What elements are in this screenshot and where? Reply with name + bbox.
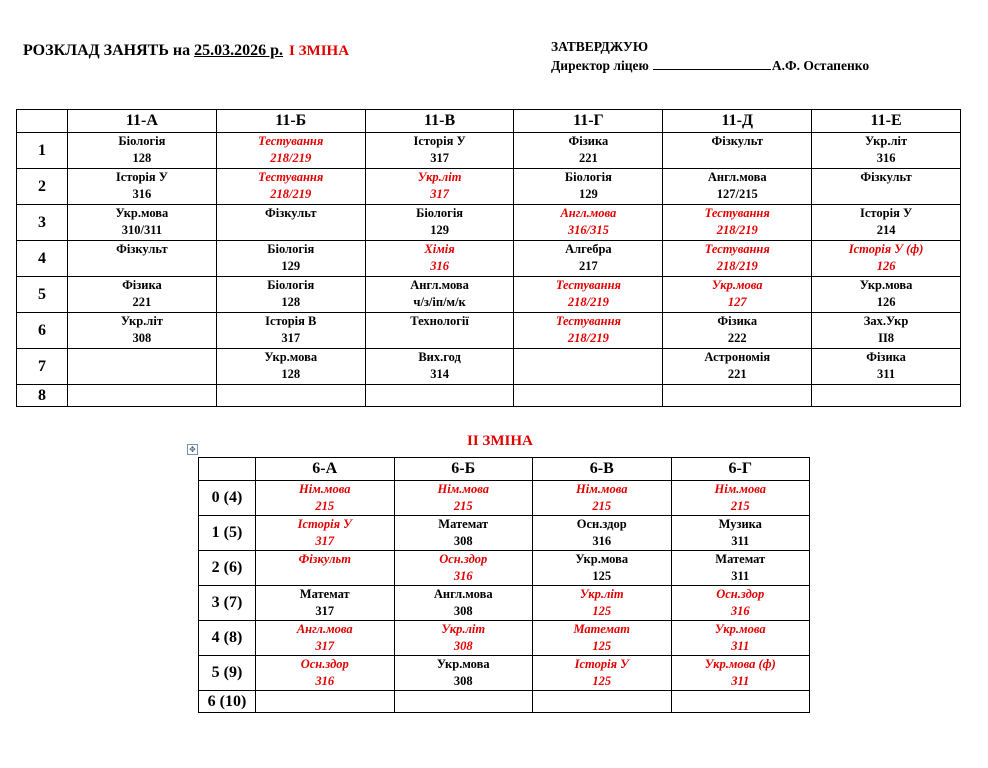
subject-name: Тестування (704, 242, 770, 256)
room-number: 316 (453, 569, 473, 583)
subject-name: Біологія (267, 242, 315, 256)
shift1-schedule-table (16, 109, 961, 407)
lesson-row (17, 169, 961, 205)
approval-block (551, 37, 869, 75)
room-number: 214 (876, 223, 896, 237)
lesson-cell (671, 691, 810, 713)
lesson-cell (394, 481, 533, 516)
lesson-row (17, 349, 961, 385)
room-number: 221 (727, 367, 747, 381)
lesson-cell (663, 133, 812, 169)
lesson-cell (663, 385, 812, 407)
room-number: 316 (132, 187, 152, 201)
room-number: 218/219 (567, 295, 609, 309)
room-number: 128 (132, 151, 152, 165)
subject-name: Фізкульт (860, 170, 912, 184)
lesson-number: 2 (17, 169, 68, 205)
room-number: 215 (315, 499, 335, 513)
lesson-cell (663, 205, 812, 241)
lesson-cell (365, 277, 514, 313)
lesson-cell (68, 349, 217, 385)
subject-name: Укр.мова (859, 278, 913, 292)
room-number: 316/315 (567, 223, 609, 237)
subject-name: Фізкульт (298, 552, 351, 566)
class-header: 11-В (365, 110, 514, 133)
room-number: 317 (315, 534, 335, 548)
room-number: 221 (579, 151, 598, 165)
lesson-cell (671, 481, 810, 516)
lesson-cell (533, 691, 672, 713)
lesson-cell (394, 551, 533, 586)
room-number: 308 (453, 604, 473, 618)
room-number: 311 (731, 534, 750, 548)
room-number: 125 (592, 569, 612, 583)
lesson-cell (812, 241, 961, 277)
lesson-cell (514, 205, 663, 241)
subject-name: Історія У (ф) (848, 242, 924, 256)
lesson-cell (256, 656, 395, 691)
room-number: 215 (730, 499, 750, 513)
lesson-row (17, 385, 961, 407)
subject-name: Історія У (297, 517, 352, 531)
class-header: 11-Е (812, 110, 961, 133)
subject-name: Хімія (424, 242, 455, 256)
room-number: 316 (592, 534, 612, 548)
subject-name: Історія У (115, 170, 168, 184)
subject-name: Укр.літ (441, 622, 486, 636)
subject-name: Англ.мова (410, 278, 469, 292)
lesson-cell (365, 385, 514, 407)
room-number: 127 (727, 295, 747, 309)
schedule-date: 25.03.2026 р. (194, 42, 284, 59)
approval-position: Директор ліцею (551, 58, 649, 73)
room-number: 217 (579, 259, 598, 273)
class-header: 11-Г (514, 110, 663, 133)
room-number: 316 (876, 151, 896, 165)
room-number: 308 (453, 639, 473, 653)
lesson-cell (671, 586, 810, 621)
lesson-cell (365, 133, 514, 169)
lesson-cell (812, 385, 961, 407)
subject-name: Тестування (258, 170, 324, 184)
subject-name: Математ (573, 622, 631, 636)
subject-name: Тестування (555, 278, 621, 292)
lesson-row (199, 551, 810, 586)
lesson-cell (68, 277, 217, 313)
subject-name: Алгебра (565, 242, 612, 256)
lesson-cell (812, 277, 961, 313)
room-number: 311 (731, 639, 750, 653)
lesson-row (17, 133, 961, 169)
room-number: 310/311 (121, 223, 163, 237)
class-header: 6-Б (394, 458, 533, 481)
lesson-cell (216, 313, 365, 349)
subject-name: Фізика (866, 350, 906, 364)
room-number: 126 (876, 295, 896, 309)
shift2-header-row (199, 458, 810, 481)
lesson-cell (365, 349, 514, 385)
class-header: 6-В (533, 458, 672, 481)
lesson-row (199, 691, 810, 713)
subject-name: Укр.мова (714, 622, 766, 636)
subject-name: Фізика (717, 314, 758, 328)
room-number: 127/215 (716, 187, 758, 201)
lesson-cell (533, 516, 672, 551)
lesson-number: 6 (10) (199, 691, 256, 713)
approval-signature-line (551, 56, 869, 75)
subject-name: Математ (438, 517, 489, 531)
lesson-cell (663, 277, 812, 313)
lesson-cell (216, 133, 365, 169)
subject-name: Біологія (416, 206, 464, 220)
class-header: 11-А (68, 110, 217, 133)
class-header: 11-Д (663, 110, 812, 133)
lesson-cell (256, 551, 395, 586)
lesson-number: 6 (17, 313, 68, 349)
lesson-cell (394, 656, 533, 691)
lesson-cell (533, 551, 672, 586)
lesson-number: 4 (8) (199, 621, 256, 656)
lesson-cell (394, 691, 533, 713)
class-header: 6-Г (671, 458, 810, 481)
subject-name: Вих.год (418, 350, 461, 364)
subject-name: Зах.Укр (863, 314, 909, 328)
room-number: 311 (731, 569, 750, 583)
subject-name: Біологія (267, 278, 315, 292)
room-number: 215 (453, 499, 473, 513)
lesson-cell (365, 241, 514, 277)
lesson-row (199, 481, 810, 516)
signature-blank (653, 57, 771, 70)
subject-name: Технології (410, 314, 469, 328)
room-number: 125 (592, 639, 612, 653)
subject-name: Укр.мова (436, 657, 490, 671)
room-number: 218/219 (716, 223, 758, 237)
room-number: 126 (876, 259, 896, 273)
lesson-number: 3 (17, 205, 68, 241)
room-number: 311 (877, 367, 896, 381)
room-number: 215 (592, 499, 612, 513)
shift1-header-row (17, 110, 961, 133)
lesson-cell (533, 621, 672, 656)
subject-name: Нім.мова (299, 482, 351, 496)
room-number: 221 (132, 295, 152, 309)
class-header: 6-А (256, 458, 395, 481)
lesson-row (199, 621, 810, 656)
room-number: 317 (281, 331, 301, 345)
lesson-row (199, 656, 810, 691)
subject-name: Англ.мова (296, 622, 353, 636)
subject-name: Англ.мова (560, 206, 617, 220)
lesson-row (199, 586, 810, 621)
subject-name: Укр.мова (115, 206, 169, 220)
lesson-cell (394, 621, 533, 656)
lesson-cell (671, 656, 810, 691)
room-number: 125 (592, 674, 612, 688)
lesson-row (17, 313, 961, 349)
lesson-cell (514, 241, 663, 277)
lesson-cell (514, 385, 663, 407)
lesson-cell (68, 205, 217, 241)
room-number: 218/219 (716, 259, 758, 273)
subject-name: Осн.здор (576, 517, 627, 531)
lesson-cell (216, 277, 365, 313)
room-number: 317 (430, 151, 449, 165)
room-number: 128 (281, 367, 301, 381)
room-number: 316 (730, 604, 750, 618)
lesson-cell (256, 586, 395, 621)
room-number: 222 (727, 331, 747, 345)
subject-name: Музика (718, 517, 762, 531)
lesson-row (199, 516, 810, 551)
lesson-number: 5 (17, 277, 68, 313)
lesson-cell (256, 516, 395, 551)
lesson-cell (671, 551, 810, 586)
lesson-cell (394, 516, 533, 551)
subject-name: Укр.літ (417, 170, 462, 184)
lesson-cell (68, 385, 217, 407)
lesson-cell (533, 586, 672, 621)
lesson-number: 0 (4) (199, 481, 256, 516)
lesson-cell (514, 133, 663, 169)
lesson-number-header (199, 458, 256, 481)
lesson-number: 2 (6) (199, 551, 256, 586)
lesson-cell (256, 621, 395, 656)
lesson-cell (663, 313, 812, 349)
lesson-cell (216, 205, 365, 241)
subject-name: Біологія (564, 170, 612, 184)
subject-name: Осн.здор (716, 587, 765, 601)
lesson-cell (514, 169, 663, 205)
subject-name: Математ (299, 587, 350, 601)
subject-name: Фізика (568, 134, 609, 148)
lesson-cell (812, 169, 961, 205)
subject-name: Фізкульт (265, 206, 317, 220)
room-number: 129 (579, 187, 598, 201)
room-number: 125 (592, 604, 612, 618)
lesson-cell (394, 586, 533, 621)
lesson-number: 3 (7) (199, 586, 256, 621)
subject-name: Англ.мова (707, 170, 767, 184)
lesson-cell (533, 656, 672, 691)
subject-name: Математ (715, 552, 766, 566)
subject-name: Тестування (258, 134, 324, 148)
shift2-schedule-table (198, 457, 810, 713)
lesson-number: 7 (17, 349, 68, 385)
subject-name: Нім.мова (576, 482, 628, 496)
subject-name: Осн.здор (439, 552, 488, 566)
subject-name: Укр.мова (711, 278, 763, 292)
subject-name: Фізкульт (116, 242, 168, 256)
subject-name: Укр.мова (264, 350, 318, 364)
subject-name: Укр.літ (579, 587, 624, 601)
lesson-row (17, 205, 961, 241)
subject-name: Фізика (122, 278, 162, 292)
lesson-number: 1 (5) (199, 516, 256, 551)
lesson-number: 1 (17, 133, 68, 169)
lesson-cell (812, 313, 961, 349)
subject-name: Історія У (413, 134, 466, 148)
subject-name: Нім.мова (714, 482, 766, 496)
subject-name: Тестування (555, 314, 621, 328)
approval-name: А.Ф. Остапенко (771, 58, 870, 73)
lesson-cell (216, 241, 365, 277)
lesson-cell (365, 169, 514, 205)
lesson-cell (256, 481, 395, 516)
shift2-title: ІІ ЗМІНА (467, 433, 533, 449)
shift-label: І ЗМІНА (289, 43, 350, 59)
room-number: ч/з/іп/м/к (413, 295, 466, 309)
subject-name: Укр.мова (ф) (704, 657, 776, 671)
lesson-cell (68, 169, 217, 205)
room-number: 129 (281, 259, 301, 273)
subject-name: Осн.здор (300, 657, 349, 671)
subject-name: Біологія (118, 134, 166, 148)
table-move-handle-icon[interactable]: ✥ (187, 444, 198, 455)
subject-name: Астрономія (704, 350, 771, 364)
subject-name: Укр.мова (575, 552, 629, 566)
lesson-number-header (17, 110, 68, 133)
lesson-cell (514, 277, 663, 313)
subject-name: Фізкульт (711, 134, 763, 148)
lesson-cell (365, 313, 514, 349)
subject-name: Тестування (704, 206, 770, 220)
lesson-number: 8 (17, 385, 68, 407)
subject-name: Історія В (265, 314, 317, 328)
room-number: 218/219 (270, 151, 312, 165)
class-header: 11-Б (216, 110, 365, 133)
subject-name: Історія У (574, 657, 629, 671)
lesson-row (17, 241, 961, 277)
room-number: 316 (430, 259, 449, 273)
lesson-row (17, 277, 961, 313)
room-number: 308 (453, 534, 473, 548)
title-text: РОЗКЛАД ЗАНЯТЬ на (23, 42, 195, 59)
lesson-cell (68, 241, 217, 277)
approval-heading: ЗАТВЕРДЖУЮ (551, 39, 649, 54)
lesson-cell (514, 349, 663, 385)
lesson-number: 5 (9) (199, 656, 256, 691)
room-number: 308 (132, 331, 152, 345)
room-number: 218/219 (567, 331, 609, 345)
lesson-cell (68, 313, 217, 349)
page-title (23, 42, 349, 60)
room-number: 316 (315, 674, 335, 688)
lesson-cell (68, 133, 217, 169)
lesson-cell (663, 349, 812, 385)
lesson-cell (663, 241, 812, 277)
lesson-cell (533, 481, 672, 516)
room-number: 129 (430, 223, 449, 237)
room-number: ІІ8 (878, 331, 895, 345)
subject-name: Англ.мова (433, 587, 493, 601)
room-number: 128 (281, 295, 301, 309)
room-number: 314 (430, 367, 449, 381)
lesson-cell (812, 349, 961, 385)
lesson-cell (514, 313, 663, 349)
room-number: 317 (430, 187, 449, 201)
lesson-cell (812, 133, 961, 169)
lesson-cell (256, 691, 395, 713)
room-number: 311 (731, 674, 750, 688)
subject-name: Укр.літ (865, 134, 908, 148)
room-number: 317 (315, 604, 335, 618)
lesson-number: 4 (17, 241, 68, 277)
lesson-cell (365, 205, 514, 241)
room-number: 308 (453, 674, 473, 688)
subject-name: Нім.мова (437, 482, 489, 496)
lesson-cell (671, 516, 810, 551)
lesson-cell (812, 205, 961, 241)
room-number: 317 (315, 639, 335, 653)
room-number: 218/219 (270, 187, 312, 201)
lesson-cell (216, 385, 365, 407)
lesson-cell (671, 621, 810, 656)
subject-name: Історія У (860, 206, 913, 220)
lesson-cell (216, 169, 365, 205)
lesson-cell (663, 169, 812, 205)
lesson-cell (216, 349, 365, 385)
subject-name: Укр.літ (120, 314, 163, 328)
